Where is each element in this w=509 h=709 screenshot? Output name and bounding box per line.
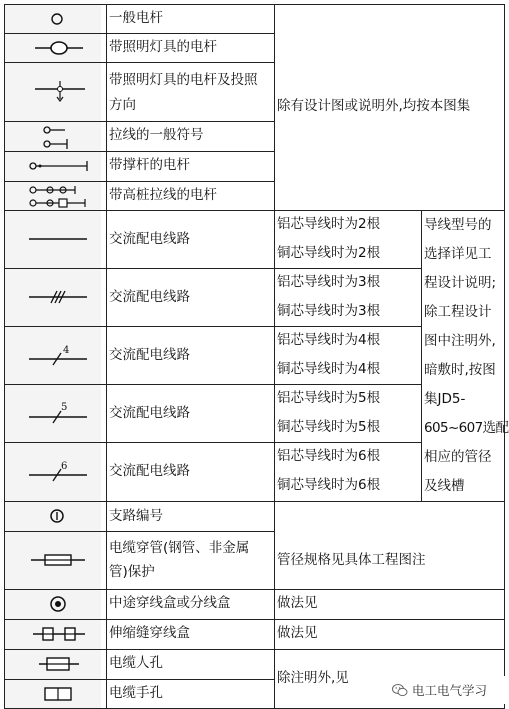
expansion-joint-box-symbol	[5, 620, 101, 649]
note-manhole-handhole: 除注明外,见	[277, 670, 349, 686]
ac-line-2-symbol	[5, 211, 101, 268]
wire-note-line: 选择详见工	[424, 246, 492, 262]
pole-high-stake-symbol	[5, 182, 101, 210]
junction-box-symbol	[5, 590, 101, 619]
ac-line-3-symbol	[5, 269, 101, 326]
desc-junction-box: 中途穿线盒或分线盒	[109, 595, 231, 611]
wire-note-line: 相应的管径	[424, 449, 492, 465]
wire-note-line: 图中注明外,	[424, 333, 496, 349]
desc-ac-line: 交流配电线路	[109, 347, 190, 363]
desc-cable-conduit-l2: 管)保护	[109, 564, 155, 580]
desc-pole-strut: 带撑杆的电杆	[109, 157, 190, 173]
pole-with-light-symbol	[5, 34, 101, 62]
ac-line-5-symbol	[5, 385, 101, 442]
desc-pole-high-stake: 带高桩拉线的电杆	[109, 187, 217, 203]
desc-stay-wire: 拉线的一般符号	[109, 127, 204, 143]
note-expansion-box: 做法见	[277, 625, 318, 641]
desc-manhole: 电缆人孔	[109, 655, 163, 671]
cable-conduit-symbol	[5, 532, 101, 589]
cable-handhole-symbol	[5, 680, 101, 708]
desc-ac-line: 交流配电线路	[109, 405, 190, 421]
wire-note-line: 程设计说明;	[424, 275, 497, 291]
note-cu-6: 铜芯导线时为6根	[277, 477, 381, 493]
note-al-6: 铝芯导线时为6根	[277, 448, 381, 464]
note-al-3: 铝芯导线时为3根	[277, 274, 381, 290]
desc-ac-line: 交流配电线路	[109, 231, 190, 247]
desc-handhole: 电缆手孔	[109, 685, 163, 701]
note-al-4: 铝芯导线时为4根	[277, 332, 381, 348]
desc-expansion-box: 伸缩缝穿线盒	[109, 625, 190, 641]
desc-branch-number: 支路编号	[109, 508, 163, 524]
note-junction-box: 做法见	[277, 595, 318, 611]
watermark	[392, 676, 506, 704]
line-count-6: 6	[61, 461, 68, 472]
note-cu-3: 铜芯导线时为3根	[277, 303, 381, 319]
desc-pole-light: 带照明灯具的电杆	[109, 39, 217, 55]
desc-pole-light-dir-l1: 带照明灯具的电杆及投照	[109, 72, 258, 88]
pole-symbol	[5, 5, 101, 33]
stay-wire-symbol	[5, 122, 101, 151]
desc-pole-light-dir-l2: 方向	[109, 97, 136, 113]
wire-note-line: 集JD5-	[424, 391, 466, 407]
line-count-4: 4	[63, 345, 70, 356]
desc-cable-conduit-l1: 电缆穿管(钢管、非金属	[109, 540, 250, 556]
line-count-5: 5	[61, 402, 68, 413]
note-default-atlas: 除有设计图或说明外,均按本图集	[277, 98, 471, 114]
desc-pole: 一般电杆	[109, 10, 163, 26]
wire-note-line: 暗敷时,按图	[424, 362, 496, 378]
cable-manhole-symbol	[5, 650, 101, 679]
ac-line-4-symbol	[5, 327, 101, 384]
watermark-text: 电工电气学习	[412, 683, 488, 698]
note-cu-2: 铜芯导线时为2根	[277, 245, 381, 261]
desc-ac-line: 交流配电线路	[109, 289, 190, 305]
pole-light-direction-symbol	[5, 63, 101, 121]
wire-note-line: 除工程设计	[424, 304, 492, 320]
wire-note-line: 导线型号的	[424, 217, 492, 233]
note-cu-4: 铜芯导线时为4根	[277, 361, 381, 377]
ac-line-6-symbol	[5, 443, 101, 501]
wire-note-line: 605~607选配	[424, 420, 509, 436]
note-cable-conduit: 管径规格见具体工程图注	[277, 552, 426, 568]
note-al-2: 铝芯导线时为2根	[277, 216, 381, 232]
branch-number-symbol	[5, 502, 101, 531]
wechat-icon	[392, 683, 408, 697]
wire-note-line: 及线槽	[424, 478, 465, 494]
pole-with-strut-symbol	[5, 152, 101, 181]
note-cu-5: 铜芯导线时为5根	[277, 419, 381, 435]
desc-ac-line: 交流配电线路	[109, 463, 190, 479]
note-al-5: 铝芯导线时为5根	[277, 390, 381, 406]
